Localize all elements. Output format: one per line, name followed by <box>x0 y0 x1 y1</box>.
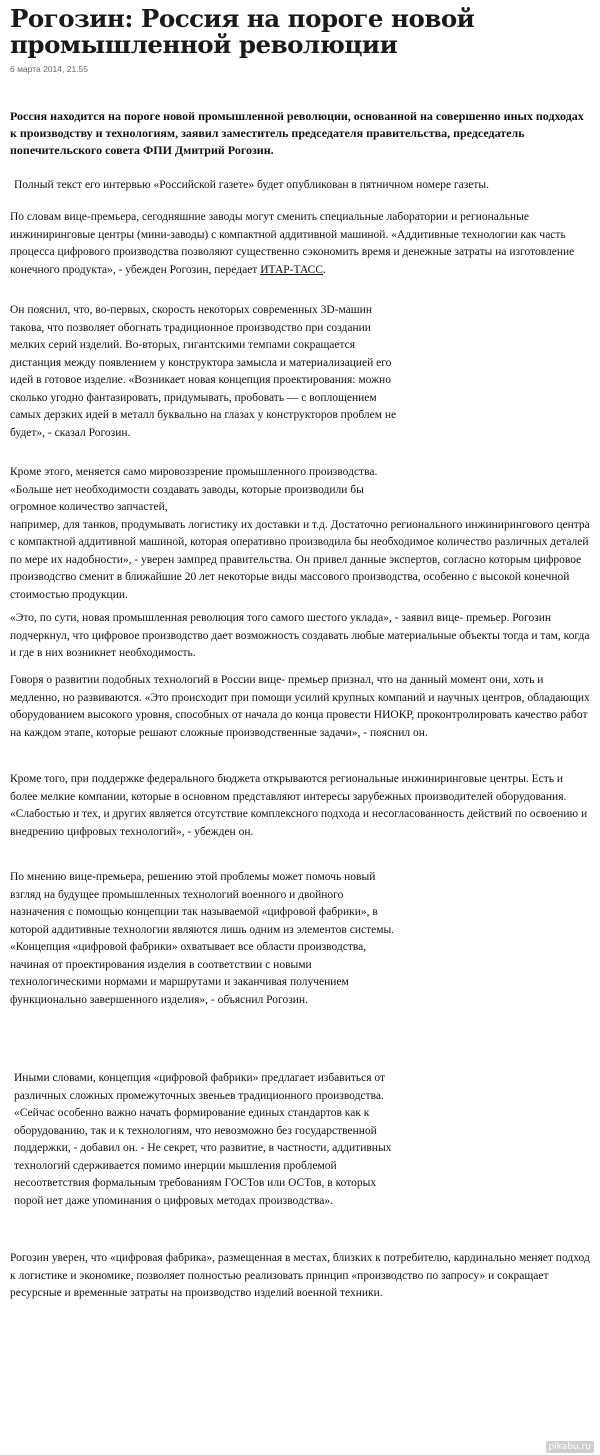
paragraph-2-end: . <box>323 263 326 276</box>
paragraph-2 <box>10 209 590 279</box>
paragraph-8: По мнению вице-премьера, решению этой проблемы может помочь новый взгляд на будущее промышленных технологий военного и двойного назначения с помощью концепции так называемой «цифровой фабрики», в которой аддитивные технологии являются лишь одним из элементов системы. «Концепция «цифровой фабрики» охватывает все области производства, начиная от проектирования изделия в соответствии с новыми технологическими нормами и маршрутами и заканчивая получением функционально завершенного изделия», - объяснил Рогозин. <box>10 871 395 1006</box>
paragraph-9: Иными словами, концепция «цифровой фабрики» предлагает избавиться от различных сложных промежуточных звеньев традиционного производства. «Сейчас особенно важно начать формирование единых стандартов как к оборудованию, так и к технологиям, что невозможно без государственной поддержки, - добавил он. - Не секрет, что развитие, в частности, аддитивных технологий сдерживается помимо инерции мышления проблемой несоответствия формальным требованиям ГОСТов или ОСТов, в которых порой нет даже упоминания о цифровых методах производства». <box>14 1072 392 1207</box>
itar-tass-link[interactable]: ИТАР-ТАСС <box>260 263 324 276</box>
article-date: 6 марта 2014, 21:55 <box>10 64 88 74</box>
paragraph-3: Он пояснил, что, во-первых, скорость некоторых современных 3D-машин такова, что позволяет обогнать традиционное производство при создании мелких серий изделий. Во-вторых, гигантскими темпами сокращается дистанция между появлением у конструктора замысла и материализацией его идей в готовое изделие. «Возникает новая концепция проектирования: можно сколько угодно фантазировать, придумывать, пробовать — с воплощением самых дерзких идей в металл буквально на глазах у конструкторов проблем не будет», - сказал Рогозин. <box>10 304 397 439</box>
article-title: Рогозин: Россия на пороге новой промышленной революции <box>10 4 475 59</box>
article-lead: Россия находится на пороге новой промышленной революции, основанной на совершенно иных подходах к производству и технологиям, заявил заместитель председателя правительства, председатель попечительского совета ФПИ Дмитрий Рогозин. <box>10 109 584 157</box>
paragraph-10: Рогозин уверен, что «цифровая фабрика», размещенная в местах, близких к потребителю, кардинально меняет подход к логистике и экономике, позволяет полностью реализовать принцип «производство по запросу» и сокращает ресурсные и временные затраты на производство изделий военной техники. <box>10 1252 590 1299</box>
paragraph-4-part-2: например, для танков, продумывать логистику их доставки и т.д. Достаточно регионального инжинирингового центра с компактной аддитивной машиной, которая оперативно производила бы необходимое количество различных деталей по мере их надобности», - уверен зампред правительства. Он привел данные экспертов, согласно которым цифровое производство сменит в ближайшие 20 лет некоторые виды массового производства, особенно с высокой конечной стоимостью продукции. <box>10 518 590 601</box>
paragraph-2-text: По словам вице-премьера, сегодняшние заводы могут сменить специальные лаборатории и региональные инжиниринговые центры (мини-заводы) с компактной аддитивной машиной. «Аддитивные технологии как часть процесса цифрового производства позволяют существенно сэкономить время и денежные затраты на изготовление конечного продукта», - убежден Рогозин, передает <box>10 211 575 276</box>
paragraph-1: Полный текст его интервью «Российской газете» будет опубликован в пятничном номере газеты. <box>14 179 490 191</box>
paragraph-4 <box>10 464 590 604</box>
paragraph-4-part-1: Кроме этого, меняется само мировоззрение промышленного производства. «Больше нет необходимости создавать заводы, которые производили бы огромное количество запчастей, <box>10 466 378 513</box>
paragraph-5: «Это, по сути, новая промышленная революция того самого шестого уклада», - заявил вице- премьер. Рогозин подчеркнул, что цифровое производство дает возможность создавать любые материальные объекты тогда и там, когда и где в них возникнет необходимость. <box>10 612 590 659</box>
pikabu-watermark: pikabu.ru <box>546 1441 594 1453</box>
paragraph-7: Кроме того, при поддержке федерального бюджета открываются региональные инжиниринговые центры. Есть и более мелкие компании, которые в основном представляют интересы зарубежных производителей оборудования. «Слабостью и тех, и других является отсутствие комплексного подхода и несогласованность действий по освоению и внедрению цифровых технологий», - убежден он. <box>10 773 588 838</box>
paragraph-6: Говоря о развитии подобных технологий в России вице- премьер признал, что на данный момент они, хоть и медленно, но развиваются. «Это происходит при помощи усилий крупных компаний и научных центров, обладающих оборудованием высокого уровня, способных от начала до конца провести НИОКР, проконтролировать качество работ на каждом этапе, которые решают сложные производственные задачи», - пояснил он. <box>10 674 590 739</box>
